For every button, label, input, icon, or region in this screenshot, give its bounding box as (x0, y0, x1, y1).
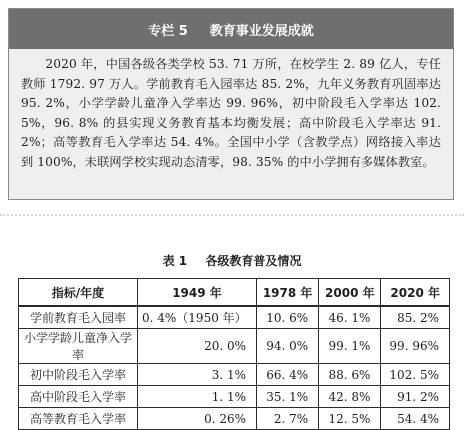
sidebar-box-label: 专栏 5 (148, 23, 188, 39)
section-divider (0, 214, 464, 216)
table-caption-title: 各级教育普及情况 (205, 254, 302, 268)
cell-2020: 85. 2% (381, 306, 450, 329)
row-label: 初中阶段毛入学率 (19, 364, 138, 386)
cell-1949: 3. 1% (138, 364, 257, 386)
row-label: 高中阶段毛入学率 (19, 386, 138, 408)
cell-1978: 66. 4% (257, 364, 319, 386)
row-label: 学前教育毛入园率 (19, 306, 138, 329)
table-header-row (19, 279, 450, 307)
cell-1978: 10. 6% (257, 306, 319, 329)
table-caption-number: 表 1 (162, 254, 188, 268)
cell-2020: 102. 5% (381, 364, 450, 386)
sidebar-box (8, 8, 454, 200)
cell-2000: 46. 1% (319, 306, 381, 329)
education-table (18, 278, 450, 430)
row-label: 小学学龄儿童净入学率 (19, 329, 138, 364)
table-row (19, 329, 450, 364)
cell-2020: 99. 96% (381, 329, 450, 364)
sidebar-box-paragraph: 2020 年，中国各级各类学校 53. 71 万所，在校学生 2. 89 亿人，专任教师 1792. 97 万人。学前教育毛入园率达 85. 2%，九年义务教育巩固率达 95. 2%，小学学龄儿童净入学率达 99. 96%，初中阶段毛入学率达 102. 5%，96. 8% 的县实现义务教育基本均衡发展；高中阶段毛入学率达 91. 2%；高等教育毛入学率达 54. 4%。全国中小学（含教学点）网络接入率达到 100%，未联网学校实现动态清零，98. 35% 的中小学拥有多媒体教室。 (21, 57, 441, 169)
sidebar-box-header (9, 9, 453, 49)
cell-2020: 91. 2% (381, 386, 450, 408)
header-indicator: 指标/年度 (19, 279, 138, 307)
table-row (19, 306, 450, 329)
table-row (19, 364, 450, 386)
cell-1949: 0. 26% (138, 408, 257, 430)
cell-1949: 20. 0% (138, 329, 257, 364)
cell-1978: 94. 0% (257, 329, 319, 364)
cell-1949: 0. 4%（1950 年） (138, 306, 257, 329)
table-row (19, 408, 450, 430)
sidebar-box-title: 教育事业发展成就 (209, 23, 314, 39)
cell-2000: 88. 6% (319, 364, 381, 386)
cell-2000: 42. 8% (319, 386, 381, 408)
cell-1949: 1. 1% (138, 386, 257, 408)
header-1978: 1978 年 (257, 279, 319, 307)
header-2000: 2000 年 (319, 279, 381, 307)
cell-1978: 35. 1% (257, 386, 319, 408)
cell-2020: 54. 4% (381, 408, 450, 430)
cell-1978: 2. 7% (257, 408, 319, 430)
table-row (19, 386, 450, 408)
header-1949: 1949 年 (138, 279, 257, 307)
row-label: 高等教育毛入学率 (19, 408, 138, 430)
cell-2000: 99. 1% (319, 329, 381, 364)
header-2020: 2020 年 (381, 279, 450, 307)
cell-2000: 12. 5% (319, 408, 381, 430)
table-caption (0, 252, 464, 269)
